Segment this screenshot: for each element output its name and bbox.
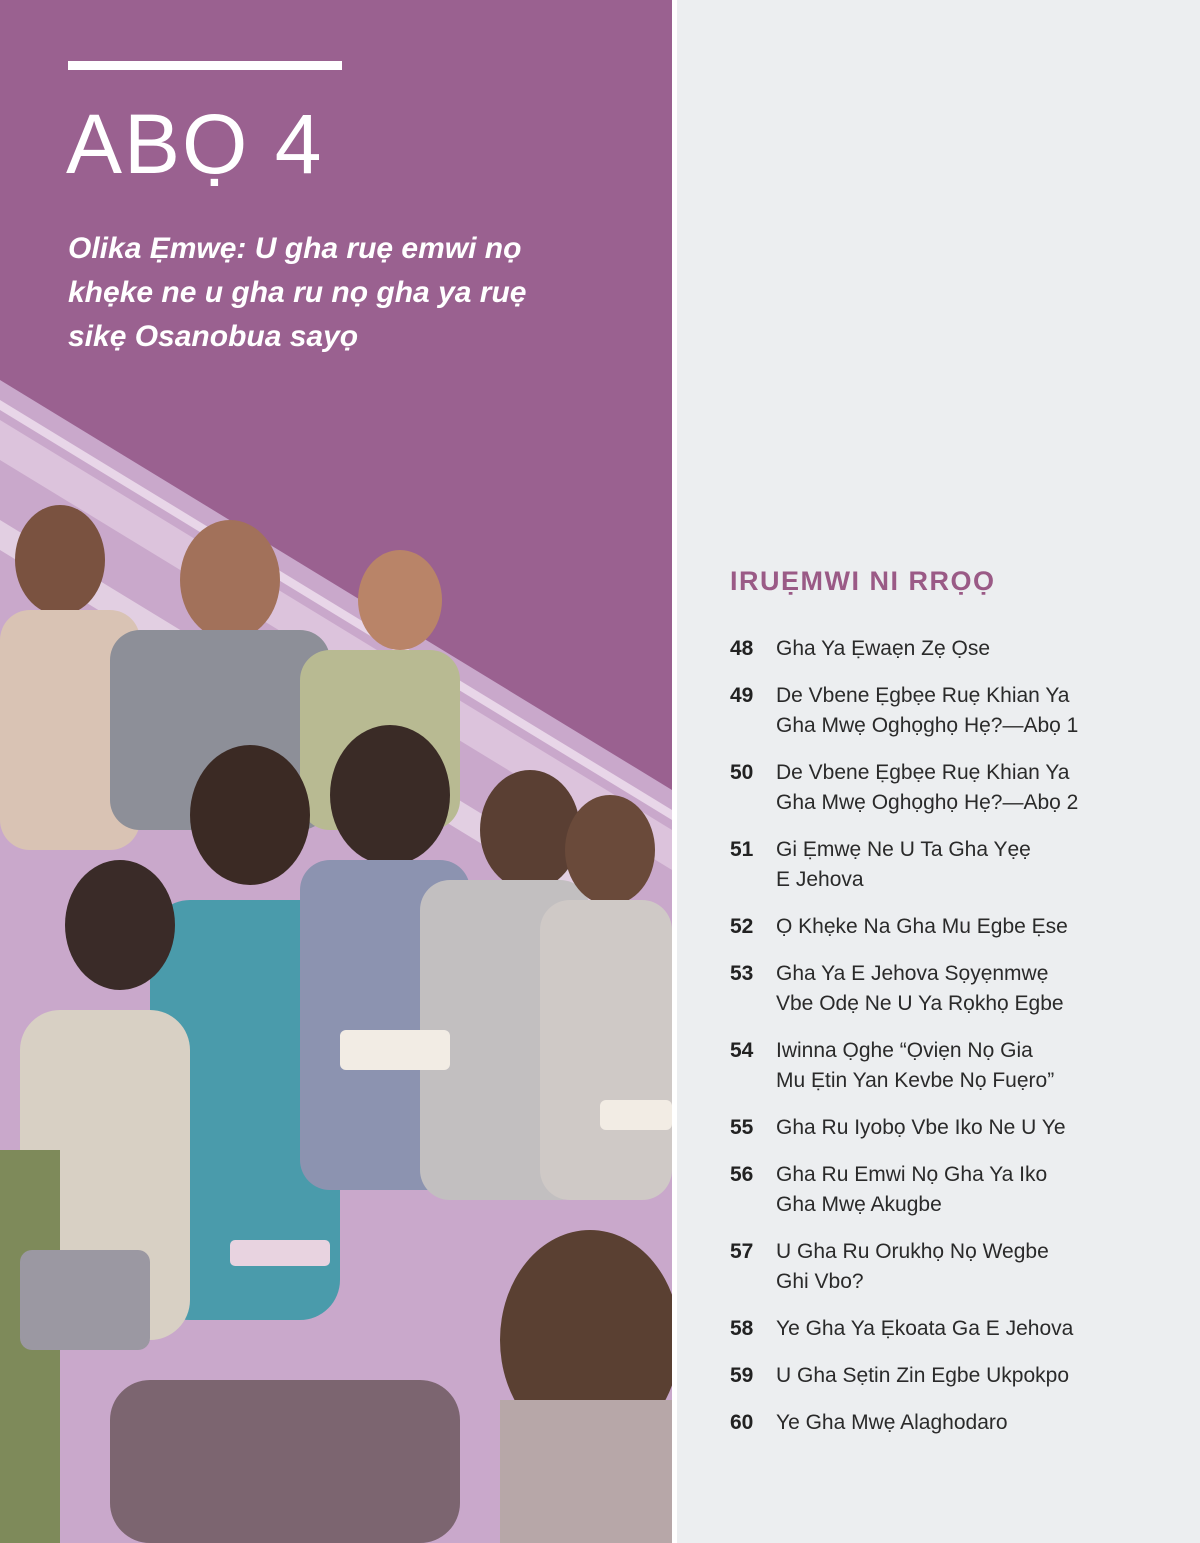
lesson-title: Ọ Khẹke Na Gha Mu Egbe Ẹse xyxy=(776,915,1068,938)
lesson-item[interactable] xyxy=(730,1160,1170,1220)
lesson-title: De Vbene Ẹgbẹe Ruẹ Khian Ya Gha Mwẹ Oghọghọ Hẹ?—Abọ 1 xyxy=(776,684,1079,737)
lesson-number: 48 xyxy=(730,637,754,660)
lesson-item[interactable] xyxy=(730,959,1170,1019)
lesson-number: 49 xyxy=(730,684,754,707)
lesson-title: Ye Gha Ya Ẹkoata Ga E Jehova xyxy=(776,1317,1074,1340)
lesson-title: Gha Ya Ẹwaẹn Zẹ Ọse xyxy=(776,637,991,660)
lesson-number: 60 xyxy=(730,1411,754,1434)
contents-heading: IRUẸMWI NI RRỌỌ xyxy=(730,566,996,596)
lesson-title: Gha Ru Iyobọ Vbe Iko Ne U Ye xyxy=(776,1116,1066,1139)
lesson-item[interactable] xyxy=(730,1036,1170,1096)
part-title: ABỌ 4 xyxy=(66,97,324,191)
lesson-title: De Vbene Ẹgbẹe Ruẹ Khian Ya Gha Mwẹ Oghọghọ Hẹ?—Abọ 2 xyxy=(776,761,1079,814)
lesson-number: 54 xyxy=(730,1039,754,1062)
lesson-number: 57 xyxy=(730,1240,754,1263)
lesson-number: 56 xyxy=(730,1163,754,1186)
lesson-item[interactable] xyxy=(730,758,1170,818)
lesson-title: Gi Ẹmwẹ Ne U Ta Gha Yẹẹ E Jehova xyxy=(776,838,1031,891)
part-subtitle: Olika Ẹmwẹ: U gha ruẹ emwi nọ khẹke ne u gha ru nọ gha ya ruẹ sikẹ Osanobua sayọ xyxy=(68,232,527,353)
lesson-title: U Gha Ru Orukhọ Nọ Wegbe Ghi Vbo? xyxy=(776,1240,1049,1293)
lesson-item[interactable] xyxy=(730,1314,1170,1344)
title-rule xyxy=(68,61,342,70)
contents-panel xyxy=(677,0,1200,1543)
lesson-number: 58 xyxy=(730,1317,754,1340)
lesson-title: Gha Ru Emwi Nọ Gha Ya Iko Gha Mwẹ Akugbe xyxy=(776,1163,1048,1216)
lesson-number: 53 xyxy=(730,962,754,985)
lesson-item[interactable] xyxy=(730,1408,1170,1438)
lesson-list xyxy=(730,634,1170,1455)
lesson-title: Iwinna Ọghe “Ọviẹn Nọ Gia Mu Ẹtin Yan Kevbe Nọ Fuẹro” xyxy=(776,1039,1055,1092)
lesson-item[interactable] xyxy=(730,835,1170,895)
lesson-number: 50 xyxy=(730,761,754,784)
lesson-number: 59 xyxy=(730,1364,754,1387)
lesson-number: 52 xyxy=(730,915,754,938)
lesson-item[interactable] xyxy=(730,681,1170,741)
lesson-item[interactable] xyxy=(730,1361,1170,1391)
lesson-title: Ye Gha Mwẹ Alaghodaro xyxy=(776,1411,1008,1434)
lesson-title: U Gha Sẹtin Zin Egbe Ukpokpo xyxy=(776,1364,1069,1387)
lesson-number: 51 xyxy=(730,838,754,861)
lesson-item[interactable] xyxy=(730,1237,1170,1297)
lesson-item[interactable] xyxy=(730,1113,1170,1143)
lesson-title: Gha Ya E Jehova Sọyẹnmwẹ Vbe Odẹ Ne U Ya Rọkhọ Egbe xyxy=(776,962,1064,1015)
lesson-item[interactable] xyxy=(730,634,1170,664)
lesson-number: 55 xyxy=(730,1116,754,1139)
lesson-item[interactable] xyxy=(730,912,1170,942)
